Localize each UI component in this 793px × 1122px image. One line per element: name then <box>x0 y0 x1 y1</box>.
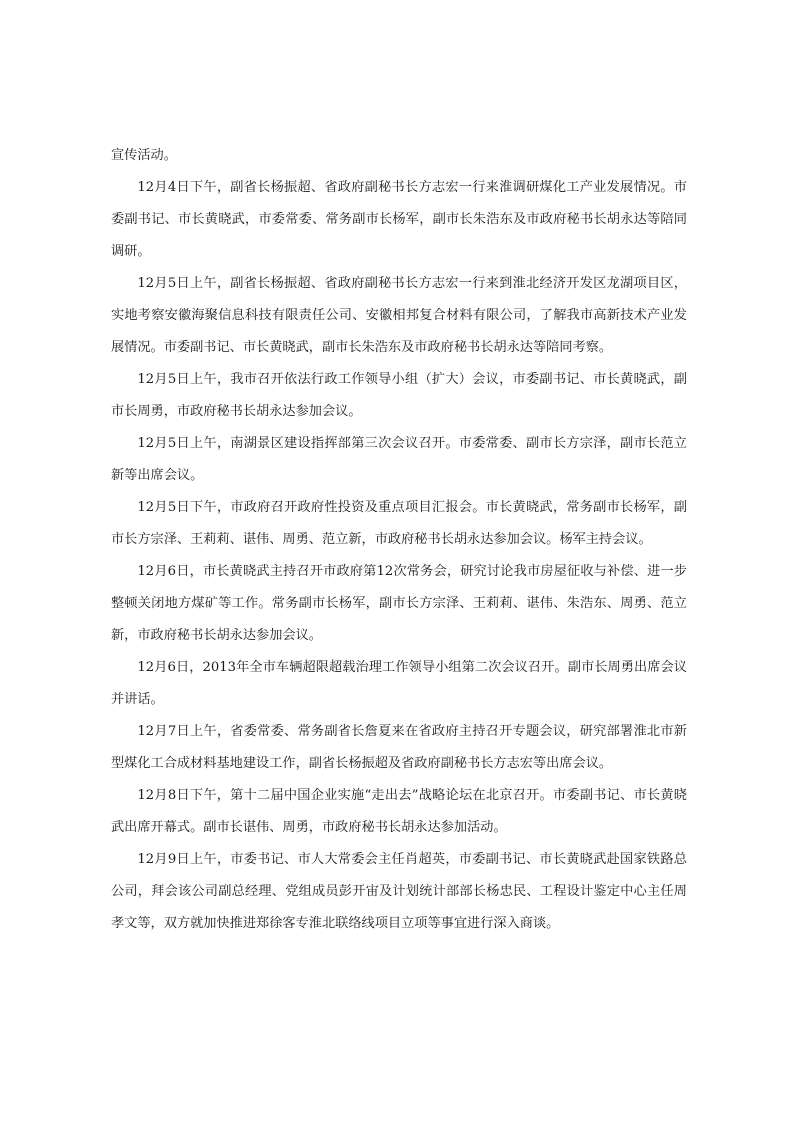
paragraph-dec5-am-inspection: 12月5日上午，副省长杨振超、省政府副秘书长方志宏一行来到淮北经济开发区龙湖项目区，实地考察安徽海聚信息科技有限责任公司、安徽相邦复合材料有限公司，了解我市高新技术产业发展情况。市委副书记、市长黄晓武，副市长朱浩东及市政府秘书长胡永达等陪同考察。 <box>111 276 687 355</box>
paragraph-dec4: 12月4日下午，副省长杨振超、省政府副秘书长方志宏一行来淮调研煤化工产业发展情况。市委副书记、市长黄晓武，市委常委、常务副市长杨军，副市长朱浩东及市政府秘书长胡永达等陪同调研。 <box>111 180 687 259</box>
paragraph-continuation: 宣传活动。 <box>111 148 177 163</box>
paragraph-dec8: 12月8日下午，第十二届中国企业实施“走出去”战略论坛在北京召开。市委副书记、市长黄晓武出席开幕式。副市长谌伟、周勇，市政府秘书长胡永达参加活动。 <box>111 788 687 835</box>
paragraph-dec6-executive: 12月6日，市长黄晓武主持召开市政府第12次常务会，研究讨论我市房屋征收与补偿、进一步整顿关闭地方煤矿等工作。常务副市长杨军，副市长方宗泽、王莉莉、谌伟、朱浩东、周勇、范立新，市政府秘书长胡永达参加会议。 <box>111 564 687 643</box>
paragraph-dec7: 12月7日上午，省委常委、常务副省长詹夏来在省政府主持召开专题会议，研究部署淮北市新型煤化工合成材料基地建设工作，副省长杨振超及省政府副秘书长方志宏等出席会议。 <box>111 724 687 771</box>
document-body <box>111 140 687 940</box>
paragraph-dec5-am-legal: 12月5日上午，我市召开依法行政工作领导小组（扩大）会议，市委副书记、市长黄晓武，副市长周勇，市政府秘书长胡永达参加会议。 <box>111 372 687 419</box>
paragraph-dec5-am-nanhu: 12月5日上午，南湖景区建设指挥部第三次会议召开。市委常委、副市长方宗泽，副市长范立新等出席会议。 <box>111 436 687 483</box>
paragraph-dec6-overload: 12月6日，2013年全市车辆超限超载治理工作领导小组第二次会议召开。副市长周勇出席会议并讲话。 <box>111 660 687 707</box>
paragraph-dec9: 12月9日上午，市委书记、市人大常委会主任肖超英，市委副书记、市长黄晓武赴国家铁路总公司，拜会该公司副总经理、党组成员彭开宙及计划统计部部长杨忠民、工程设计鉴定中心主任周孝文等，双方就加快推进郑徐客专淮北联络线项目立项等事宜进行深入商谈。 <box>111 852 687 931</box>
paragraph-dec5-pm: 12月5日下午，市政府召开政府性投资及重点项目汇报会。市长黄晓武，常务副市长杨军，副市长方宗泽、王莉莉、谌伟、周勇、范立新，市政府秘书长胡永达参加会议。杨军主持会议。 <box>111 500 687 547</box>
